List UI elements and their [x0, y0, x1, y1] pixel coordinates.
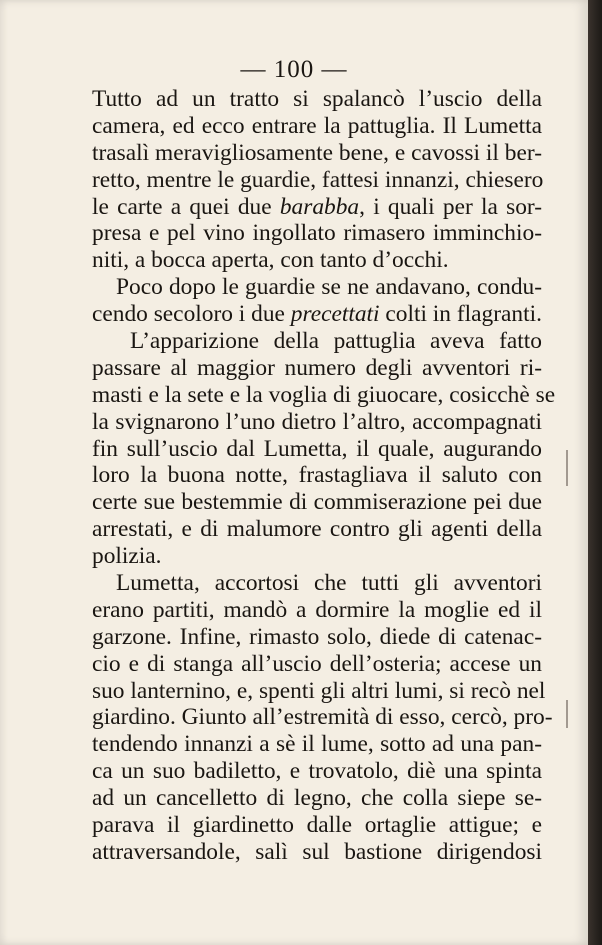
- text-line: trasalì meravigliosamente bene, e cavossi il ber-: [92, 139, 542, 166]
- text-line: Tutto ad un tratto si spalancò l’uscio della: [92, 86, 542, 112]
- text-line: certe sue bestemmie di commiserazione pei due: [92, 489, 542, 516]
- text-line: suo lanternino, e, spenti gli altri lumi, si recò nel: [92, 677, 546, 704]
- page-number: — 100 —: [240, 56, 348, 83]
- text-run: colti in flagranti.: [379, 301, 542, 328]
- text-line: giardino. Giunto all’estremità di esso, cercò, pro-: [92, 704, 553, 731]
- text-line: garzone. Infine, rimasto solo, diede di catenac-: [92, 623, 542, 650]
- text-line: camera, ed ecco entrare la pattuglia. Il Lumetta: [92, 112, 542, 139]
- text-line: masti e la sete e la voglia di giuocare, cosicchè se: [92, 381, 556, 408]
- text-line: passare al maggior numero degli avventori ri-: [92, 354, 542, 381]
- italic-word-precettati: precettati: [290, 301, 380, 328]
- text-line: [92, 194, 542, 221]
- text-line: cio e di stanga all’uscio dell’osteria; accese un: [92, 650, 542, 677]
- text-line: presa e pel vino ingollato rimasero imminchio-: [92, 220, 542, 247]
- text-line: tendendo innanzi a sè il lume, sotto ad una pan-: [92, 731, 542, 758]
- spine-mark: [566, 450, 568, 486]
- text-line: retto, mentre le guardie, fattesi innanzi, chiesero: [92, 166, 544, 193]
- text-line: attraversandole, salì sul bastione dirigendosi: [92, 838, 542, 865]
- spine-mark: [566, 700, 568, 728]
- text-run: cendo secoloro i due: [92, 301, 291, 328]
- text-line: arrestati, e di malumore contro gli agenti della: [92, 516, 542, 543]
- text-run: , i quali per la sor-: [359, 193, 542, 220]
- text-line: Lumetta, accortosi che tutti gli avventori: [116, 570, 542, 597]
- text-line: loro la buona notte, frastagliava il saluto con: [92, 462, 542, 489]
- text-line: niti, a bocca aperta, con tanto d’occhi.: [92, 247, 449, 274]
- page-gutter: [588, 0, 602, 945]
- text-run: le carte a quei due: [92, 193, 280, 220]
- text-line: Poco dopo le guardie se ne andavano, condu-: [116, 274, 542, 301]
- text-line: la svignarono l’uno dietro l’altro, accompagnati: [92, 408, 542, 435]
- text-line: ca un suo badiletto, e trovatolo, diè una spinta: [92, 758, 542, 785]
- text-line: parava il giardinetto dalle ortaglie attigue; e: [92, 812, 542, 839]
- text-line: erano partiti, mandò a dormire la moglie ed il: [92, 596, 542, 623]
- text-line: ad un cancelletto di legno, che colla siepe se-: [92, 785, 542, 812]
- text-line: [92, 301, 542, 328]
- text-line: fin sull’uscio dal Lumetta, il quale, augurando: [92, 435, 542, 462]
- body-text: [92, 86, 556, 866]
- text-line: L’apparizione della pattuglia aveva fatto: [130, 328, 542, 355]
- italic-word-barabba: barabba: [279, 193, 360, 220]
- text-line: polizia.: [92, 543, 162, 570]
